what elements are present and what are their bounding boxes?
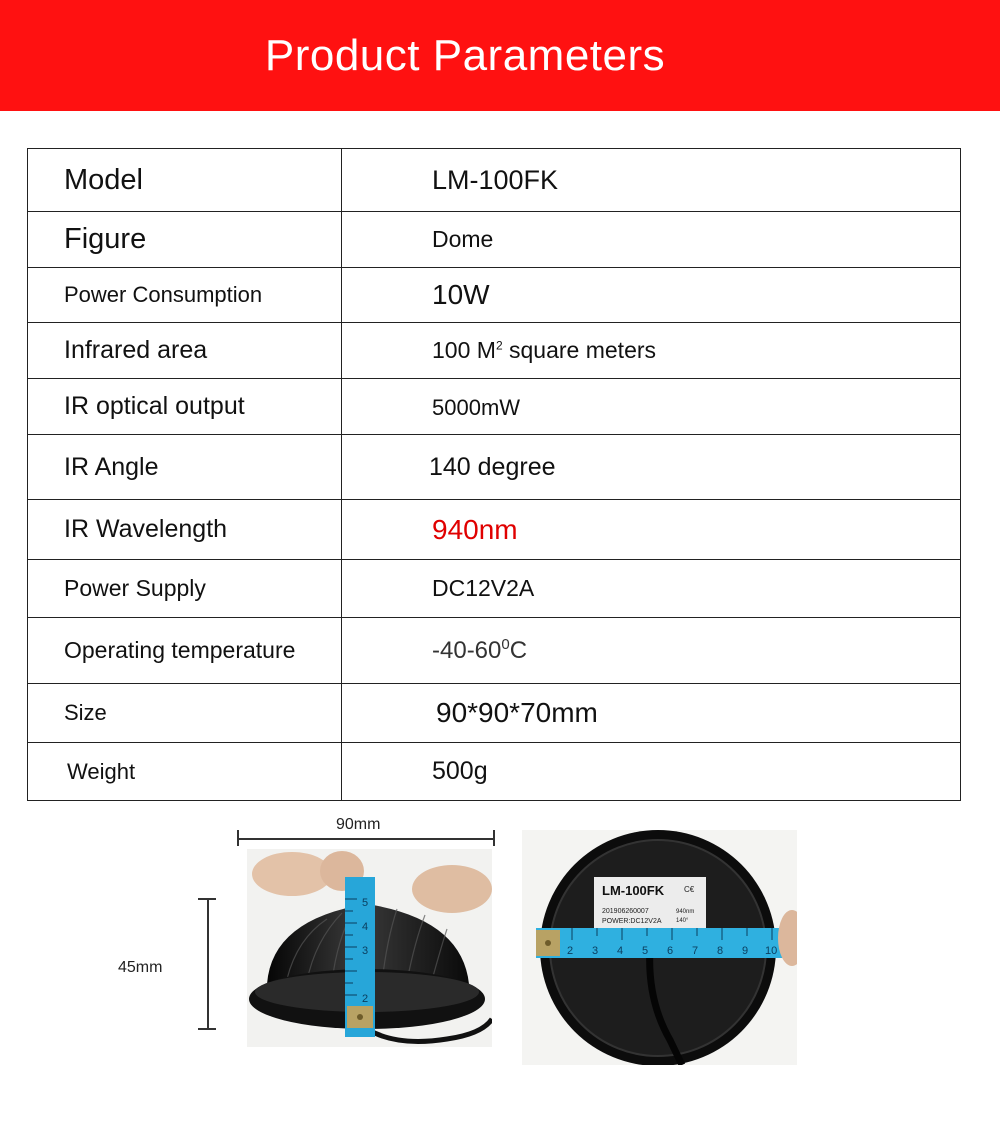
param-label-power-consumption: Power Consumption [28, 268, 342, 323]
tape-number: 5 [362, 897, 369, 909]
table-row [28, 560, 961, 618]
title-banner [0, 0, 1000, 111]
width-dimension-label: 90mm [336, 816, 381, 833]
param-value-ir-wavelength: 940nm [342, 500, 961, 560]
width-dimension-tick-left [237, 830, 239, 846]
temperature-range: -40-60 [432, 637, 502, 664]
param-value-operating-temperature [342, 618, 961, 684]
param-label-weight: Weight [28, 743, 342, 801]
side-view-illustration [247, 849, 492, 1047]
param-value-figure: Dome [342, 212, 961, 268]
table-row [28, 268, 961, 323]
side-view-photo [247, 849, 492, 1047]
table-row [28, 618, 961, 684]
sticker-power: POWER:DC12V2A [602, 918, 662, 925]
sticker-model: LM-100FK [602, 883, 665, 898]
table-row [28, 323, 961, 379]
width-dimension-tick-right [493, 830, 495, 846]
tape-number: 3 [362, 945, 369, 957]
param-label-infrared-area: Infrared area [28, 323, 342, 379]
top-view-photo [522, 830, 797, 1065]
tape-number: 6 [667, 945, 674, 957]
tape-number: 4 [617, 945, 624, 957]
param-value-weight: 500g [342, 743, 961, 801]
temperature-degree-sup: 0 [501, 636, 510, 653]
param-label-ir-wavelength: IR Wavelength [28, 500, 342, 560]
param-label-figure: Figure [28, 212, 342, 268]
param-value-power-consumption: 10W [342, 268, 961, 323]
tape-number: 2 [362, 993, 369, 1005]
tape-number: 2 [567, 945, 574, 957]
param-value-ir-optical-output: 5000mW [342, 379, 961, 435]
param-label-ir-optical-output: IR optical output [28, 379, 342, 435]
tape-number: 5 [642, 945, 649, 957]
param-value-size: 90*90*70mm [342, 684, 961, 743]
param-value-infrared-area [342, 323, 961, 379]
param-label-ir-angle: IR Angle [28, 435, 342, 500]
tape-number: 9 [742, 945, 749, 957]
table-row [28, 684, 961, 743]
table-row [28, 149, 961, 212]
top-view-illustration [522, 830, 797, 1065]
width-dimension-line [237, 838, 494, 840]
param-value-power-supply: DC12V2A [342, 560, 961, 618]
tape-number: 3 [592, 945, 599, 957]
param-value-ir-angle: 140 degree [342, 435, 961, 500]
sticker-angle: 140° [676, 918, 689, 924]
tape-number: 4 [362, 921, 369, 933]
page-title: Product Parameters [264, 30, 666, 80]
param-label-size: Size [28, 684, 342, 743]
height-dimension-label: 45mm [118, 959, 163, 976]
param-value-model: LM-100FK [342, 149, 961, 212]
tape-number: 7 [692, 945, 699, 957]
sticker-wavelength: 940nm [676, 909, 695, 915]
height-dimension-tick-bottom [198, 1028, 216, 1030]
table-row [28, 212, 961, 268]
height-dimension-line [207, 898, 209, 1029]
table-row [28, 500, 961, 560]
tape-number: 10 [765, 945, 778, 957]
param-label-operating-temperature: Operating temperature [28, 618, 342, 684]
table-row [28, 379, 961, 435]
sticker-serial: 201906260007 [602, 908, 649, 915]
infrared-area-superscript: 2 [495, 338, 503, 353]
tape-number: 8 [717, 945, 724, 957]
infrared-area-number: 100 M [432, 337, 496, 363]
infrared-area-suffix: square meters [502, 337, 657, 363]
svg-text:C€: C€ [684, 885, 695, 894]
height-dimension-tick-top [198, 898, 216, 900]
temperature-unit: C [509, 637, 528, 664]
parameters-table [27, 148, 961, 801]
param-label-power-supply: Power Supply [28, 560, 342, 618]
param-label-model: Model [28, 149, 342, 212]
table-row [28, 743, 961, 801]
table-row [28, 435, 961, 500]
